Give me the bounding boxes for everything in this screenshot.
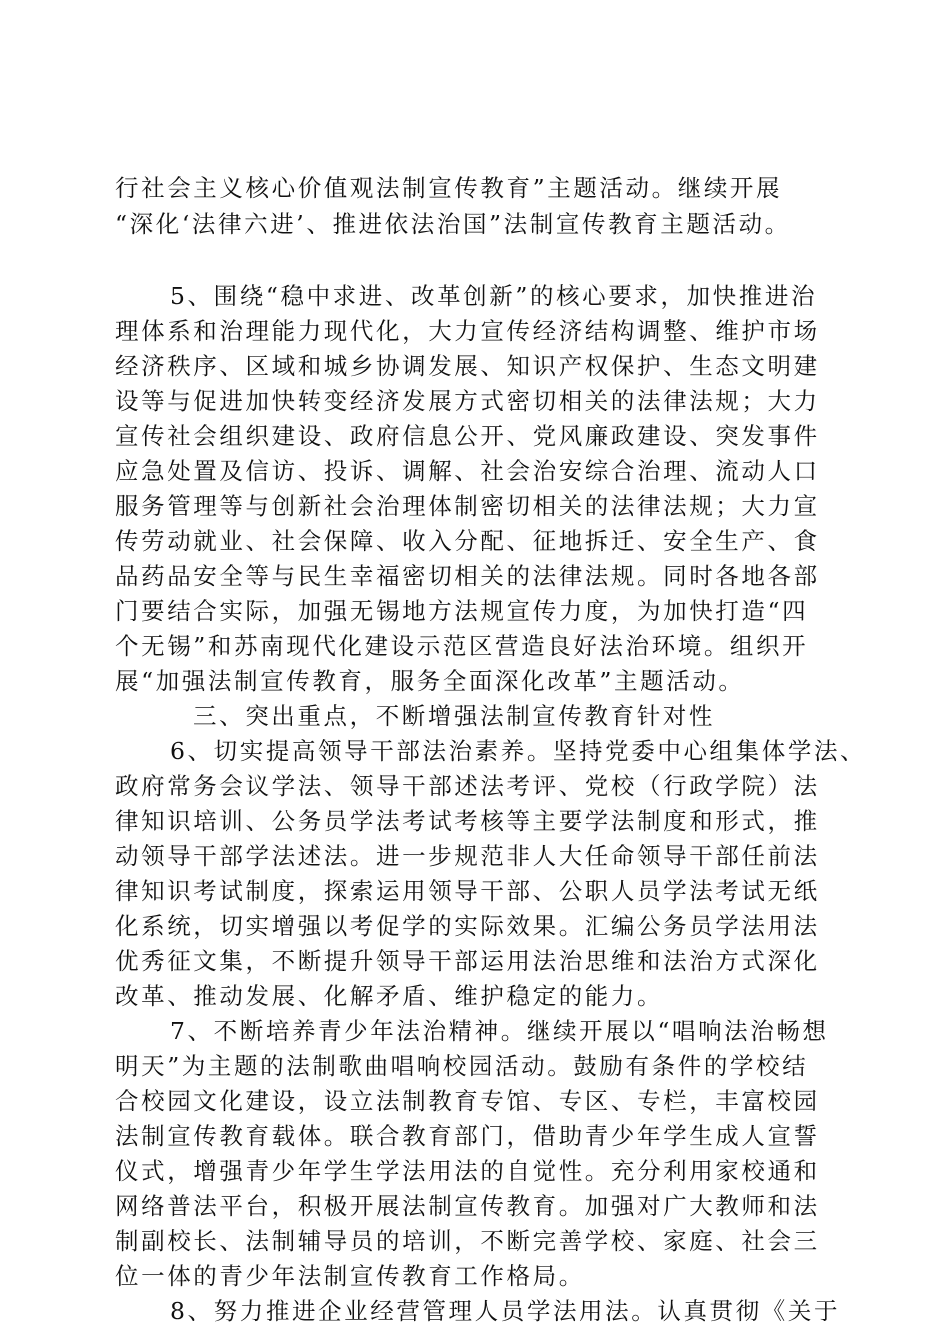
text-line: 改革、推动发展、化解矛盾、维护稳定的能力。 (115, 982, 664, 1010)
text-line: 个无锡”和苏南现代化建设示范区营造良好法治环境。组织开 (115, 632, 809, 660)
text-line: 宣传社会组织建设、政府信息公开、党风廉政建设、突发事件 (115, 422, 820, 450)
text-line: 律知识培训、公务员学法考试考核等主要学法制度和形式，推 (115, 807, 820, 835)
text-line: 化系统，切实增强以考促学的实际效果。汇编公务员学法用法 (115, 912, 820, 940)
paragraph-6-start: 6、切实提高领导干部法治素养。坚持党委中心组集体学法、 (170, 737, 867, 765)
text-line: 政府常务会议学法、领导干部述法考评、党校（行政学院）法 (115, 772, 820, 800)
paragraph-7-start: 7、不断培养青少年法治精神。继续开展以“唱响法治畅想 (170, 1017, 829, 1045)
text-line: 合校园文化建设，设立法制教育专馆、专区、专栏，丰富校园 (115, 1087, 820, 1115)
text-line: 位一体的青少年法制宣传教育工作格局。 (115, 1262, 585, 1290)
paragraph-8-start: 8、努力推进企业经营管理人员学法用法。认真贯彻《关于 (170, 1297, 841, 1325)
text-line: 经济秩序、区域和城乡协调发展、知识产权保护、生态文明建 (115, 352, 820, 380)
text-line: 设等与促进加快转变经济发展方式密切相关的法律法规；大力 (115, 387, 820, 415)
text-line: 理体系和治理能力现代化，大力宣传经济结构调整、维护市场 (115, 317, 820, 345)
text-line: 律知识考试制度，探索运用领导干部、公职人员学法考试无纸 (115, 877, 820, 905)
text-line: 品药品安全等与民生幸福密切相关的法律法规。同时各地各部 (115, 562, 820, 590)
text-line: 动领导干部学法述法。进一步规范非人大任命领导干部任前法 (115, 842, 820, 870)
text-line: “深化‘法律六进’、推进依法治国”法制宣传教育主题活动。 (115, 210, 791, 238)
text-line: 应急处置及信访、投诉、调解、社会治安综合治理、流动人口 (115, 457, 820, 485)
text-line: 制副校长、法制辅导员的培训，不断完善学校、家庭、社会三 (115, 1227, 820, 1255)
text-line: 网络普法平台，积极开展法制宣传教育。加强对广大教师和法 (115, 1192, 820, 1220)
text-line: 服务管理等与创新社会治理体制密切相关的法律法规；大力宣 (115, 492, 820, 520)
text-line: 行社会主义核心价值观法制宣传教育”主题活动。继续开展 (115, 174, 783, 202)
text-line: 优秀征文集，不断提升领导干部运用法治思维和法治方式深化 (115, 947, 820, 975)
text-line: 传劳动就业、社会保障、收入分配、征地拆迁、安全生产、食 (115, 527, 820, 555)
text-line: 门要结合实际，加强无锡地方法规宣传力度，为加快打造“四 (115, 597, 809, 625)
section-heading: 三、突出重点，不断增强法制宣传教育针对性 (193, 702, 715, 730)
text-line: 法制宣传教育载体。联合教育部门，借助青少年学生成人宣誓 (115, 1122, 820, 1150)
text-line: 展“加强法制宣传教育，服务全面深化改革”主题活动。 (115, 667, 745, 695)
text-line: 仪式，增强青少年学生学法用法的自觉性。充分利用家校通和 (115, 1157, 820, 1185)
paragraph-5-start: 5、围绕“稳中求进、改革创新”的核心要求，加快推进治 (170, 282, 818, 310)
text-line: 明天”为主题的法制歌曲唱响校园活动。鼓励有条件的学校结 (115, 1052, 809, 1080)
